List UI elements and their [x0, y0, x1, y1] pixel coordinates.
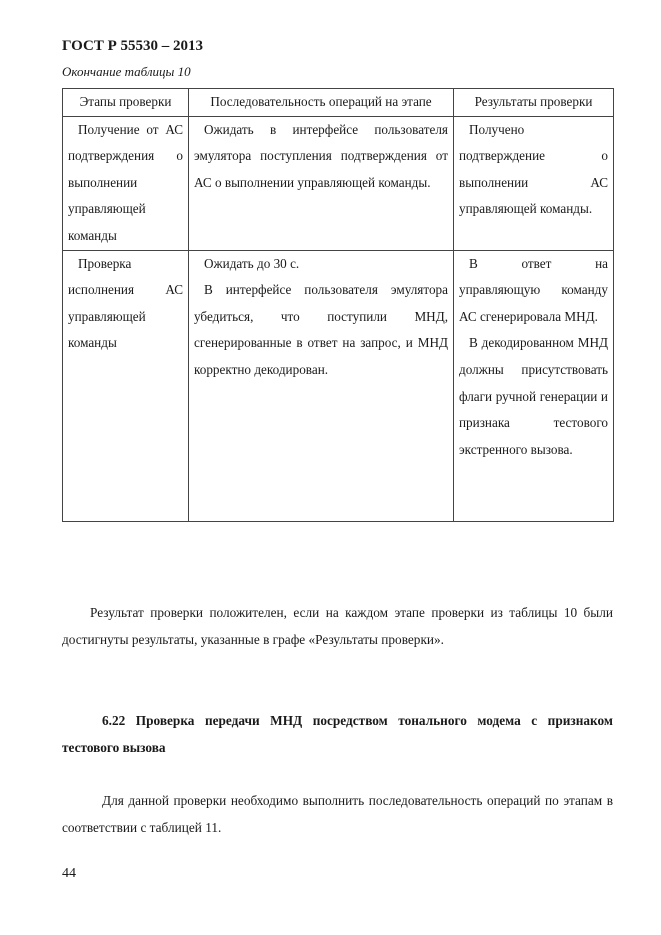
- cell-text: Проверка исполнения АС управляющей команды: [68, 255, 183, 351]
- cell-text: Получено подтверждение о выполнении АС управляющей команды.: [459, 121, 608, 217]
- cell-stage: [63, 250, 189, 521]
- table-row: [63, 116, 614, 250]
- section-heading: 6.22 Проверка передачи МНД посредством тонального модема с признаком тестового вызова: [62, 713, 613, 755]
- result-paragraph: Результат проверки положителен, если на каждом этапе проверки из таблицы 10 были достигнуты результаты, указанные в графе «Результаты проверки».: [62, 605, 613, 647]
- cell-text: В интерфейсе пользователя эмулятора убедиться, что поступили МНД, сгенерированные в ответ на запрос, и МНД корректно декодирован.: [194, 282, 448, 377]
- intro-paragraph: Для данной проверки необходимо выполнить последовательность операций по этапам в соответствии с таблицей 11.: [62, 793, 613, 835]
- cell-operations: [189, 250, 454, 521]
- cell-stage: [63, 116, 189, 250]
- cell-text: В ответ на управляющую команду АС сгенерировала МНД.: [459, 255, 608, 324]
- table-header-row: [63, 89, 614, 117]
- column-header-operations: Последовательность операций на этапе: [189, 89, 454, 117]
- cell-text: В декодированном МНД должны присутствовать флаги ручной генерации и признака тестового экстренного вызова.: [459, 335, 608, 457]
- table-row: [63, 250, 614, 521]
- verification-table: [62, 88, 614, 522]
- document-code: ГОСТ Р 55530 – 2013: [62, 38, 204, 54]
- page-number: 44: [62, 866, 76, 881]
- cell-results: [454, 250, 614, 521]
- column-header-stage: Этапы проверки: [63, 89, 189, 117]
- table-caption: Окончание таблицы 10: [62, 64, 191, 79]
- column-header-results: Результаты проверки: [454, 89, 614, 117]
- cell-text: Получение от АС подтверждения о выполнении управляющей команды: [68, 121, 183, 243]
- cell-operations: [189, 116, 454, 250]
- cell-text: Ожидать в интерфейсе пользователя эмулятора поступления подтверждения от АС о выполнении управляющей команды.: [194, 121, 448, 190]
- cell-results: [454, 116, 614, 250]
- cell-text: Ожидать до 30 с.: [204, 255, 300, 271]
